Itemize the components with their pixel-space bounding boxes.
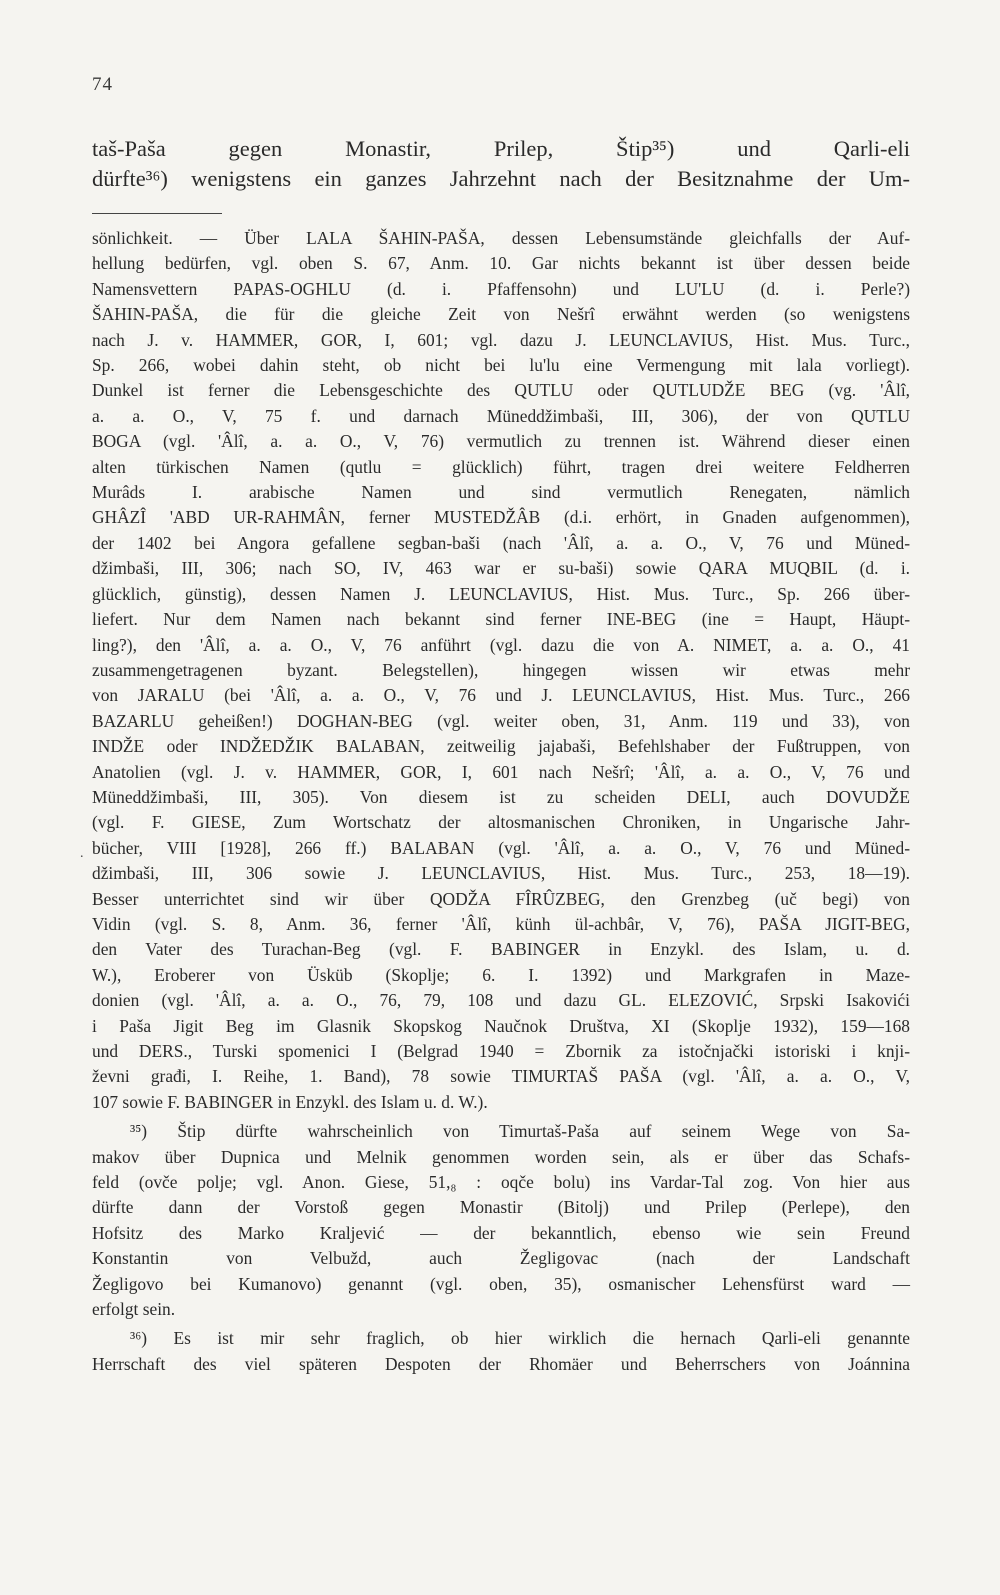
footnote-separator — [92, 213, 222, 214]
footnote-line: ŠAHIN-PAŠA, die für die gleiche Zeit von Nešrî erwähnt werden (so wenigstens — [92, 304, 910, 325]
footnote-36-line: ³⁶) Es ist mir sehr fraglich, ob hier wirklich die hernach Qarli-eli genannte — [130, 1328, 910, 1349]
footnote-line: BOGA (vgl. 'Âlî, a. a. O., V, 76) vermutlich zu trennen ist. Während dieser einen — [92, 431, 910, 452]
footnotes — [92, 226, 910, 1377]
main-text-line: dürfte³⁶) wenigstens ein ganzes Jahrzehnt nach der Besitznahme der Um- — [92, 166, 910, 191]
footnote-36-line: Herrschaft des viel späteren Despoten der Rhomäer und Beherrschers von Joánnina — [92, 1353, 910, 1374]
footnote-line: ling?), den 'Âlî, a. a. O., V, 76 anführt (vgl. dazu die von A. NIMET, a. a. O., 41 — [92, 634, 910, 655]
footnote-line: alten türkischen Namen (qutlu = glücklich) führt, tragen drei weitere Feldherren — [92, 456, 910, 477]
footnote-line: liefert. Nur dem Namen nach bekannt sind ferner INE-BEG (ine = Haupt, Häupt- — [92, 609, 910, 630]
footnote-line: Besser unterrichtet sind wir über QODŽA FÎRÛZBEG, den Grenzbeg (uč begi) von — [92, 888, 910, 909]
footnote-line: sönlichkeit. — Über LALA ŠAHIN-PAŠA, dessen Lebensumstände gleichfalls der Auf- — [92, 228, 910, 248]
footnote-line: Murâds I. arabische Namen und sind vermutlich Renegaten, nämlich — [92, 482, 910, 503]
footnote-line: Namensvettern PAPAS-OGHLU (d. i. Pfaffensohn) und LU'LU (d. i. Perle?) — [92, 278, 910, 299]
footnote-line: glücklich, günstig), dessen Namen J. LEUNCLAVIUS, Hist. Mus. Turc., Sp. 266 über- — [92, 583, 910, 604]
footnote-line: nach J. v. HAMMER, GOR, I, 601; vgl. dazu J. LEUNCLAVIUS, Hist. Mus. Turc., — [92, 329, 910, 350]
footnote-35-line: Žegligovo bei Kumanovo) genannt (vgl. oben, 35), osmanischer Lehensfürst ward — — [92, 1273, 910, 1294]
footnote-line: Vidin (vgl. S. 8, Anm. 36, ferner 'Âlî, künh ül-achbâr, V, 76), PAŠA JIGIT-BEG, — [92, 913, 910, 934]
footnote-line: BAZARLU geheißen!) DOGHAN-BEG (vgl. weiter oben, 31, Anm. 119 und 33), von — [92, 710, 910, 731]
footnote-35-line: ³⁵) Štip dürfte wahrscheinlich von Timurtaš-Paša auf seinem Wege von Sa- — [130, 1121, 910, 1142]
footnote-line: Anatolien (vgl. J. v. HAMMER, GOR, I, 601 nach Nešrî; 'Âlî, a. a. O., V, 76 und — [92, 761, 910, 782]
margin-mark: . — [80, 846, 84, 861]
page-number: 74 — [92, 74, 113, 95]
footnote-line: a. a. O., V, 75 f. und darnach Müneddžimbaši, III, 306), der von QUTLU — [92, 405, 910, 426]
footnote-line: i Paša Jigit Beg im Glasnik Skopskog Naučnok Društva, XI (Skoplje 1932), 159—168 — [92, 1015, 910, 1036]
footnote-line: Müneddžimbaši, III, 305). Von diesem ist zu scheiden DELI, auch DOVUDŽE — [92, 786, 910, 807]
footnote-line: GHÂZÎ 'ABD UR-RAHMÂN, ferner MUSTEDŽÂB (d.i. erhört, in Gnaden aufgenommen), — [92, 507, 910, 528]
footnote-line: INDŽE oder INDŽEDŽIK BALABAN, zeitweilig jajabaši, Befehlshaber der Fußtruppen, von — [92, 736, 910, 757]
footnote-35-line: makov über Dupnica und Melnik genommen worden sein, als er über das Schafs- — [92, 1146, 910, 1167]
footnote-line: den Vater des Turachan-Beg (vgl. F. BABINGER in Enzykl. des Islam, u. d. — [92, 939, 910, 960]
footnote-35-line: Konstantin von Velbužd, auch Žegligovac (nach der Landschaft — [92, 1248, 910, 1269]
footnote-line: džimbaši, III, 306; nach SO, IV, 463 war er su-baši) sowie QARA MUQBIL (d. i. — [92, 558, 910, 579]
footnote-line: ževni građi, I. Reihe, 1. Band), 78 sowie TIMURTAŠ PAŠA (vgl. 'Âlî, a. a. O., V, — [92, 1066, 910, 1087]
footnote-line: von JARALU (bei 'Âlî, a. a. O., V, 76 und J. LEUNCLAVIUS, Hist. Mus. Turc., 266 — [92, 685, 910, 706]
footnote-line: 107 sowie F. BABINGER in Enzykl. des Islam u. d. W.). — [92, 1091, 488, 1112]
footnote-35-line: Hofsitz des Marko Kraljević — der bekanntlich, ebenso wie sein Freund — [92, 1222, 910, 1243]
footnote-line: W.), Eroberer von Üsküb (Skoplje; 6. I. 1392) und Markgrafen in Maze- — [92, 964, 910, 985]
footnote-line: der 1402 bei Angora gefallene segban-baši (nach 'Âlî, a. a. O., V, 76 und Müned- — [92, 532, 910, 553]
main-text-line: taš-Paša gegen Monastir, Prilep, Štip³⁵) und Qarli-eli — [92, 136, 910, 161]
footnote-line: (vgl. F. GIESE, Zum Wortschatz der altosmanischen Chroniken, in Ungarische Jahr- — [92, 812, 910, 833]
footnote-line: Sp. 266, wobei dahin steht, ob nicht bei lu'lu eine Vermengung mit lala vorliegt). — [92, 355, 910, 376]
footnote-line: Dunkel ist ferner die Lebensgeschichte des QUTLU oder QUTLUDŽE BEG (vg. 'Âlî, — [92, 380, 910, 401]
main-text — [92, 134, 910, 194]
footnote-line: und DERS., Turski spomenici I (Belgrad 1940 = Zbornik za istočnjački istoriski i knji- — [92, 1041, 910, 1061]
footnote-35-line: erfolgt sein. — [92, 1299, 176, 1320]
footnote-35-line: feld (ovče polje; vgl. Anon. Giese, 51,₈ : oqče bolu) ins Vardar-Tal zog. Von hier aus — [92, 1172, 910, 1193]
footnote-35-line: dürfte dann der Vorstoß gegen Monastir (Bitolj) und Prilep (Perlepe), den — [92, 1197, 910, 1218]
footnote-line: zusammengetragenen byzant. Belegstellen), hingegen wissen wir etwas mehr — [92, 659, 910, 680]
footnote-line: bücher, VIII [1928], 266 ff.) BALABAN (vgl. 'Âlî, a. a. O., V, 76 und Müned- — [92, 837, 910, 858]
footnote-line: džimbaši, III, 306 sowie J. LEUNCLAVIUS, Hist. Mus. Turc., 253, 18—19). — [92, 863, 910, 884]
footnote-line: hellung bedürfen, vgl. oben S. 67, Anm. 10. Gar nichts bekannt ist über dessen beide — [92, 253, 910, 274]
footnote-line: donien (vgl. 'Âlî, a. a. O., 76, 79, 108 und dazu GL. ELEZOVIĆ, Srpski Isakovići — [92, 990, 910, 1011]
